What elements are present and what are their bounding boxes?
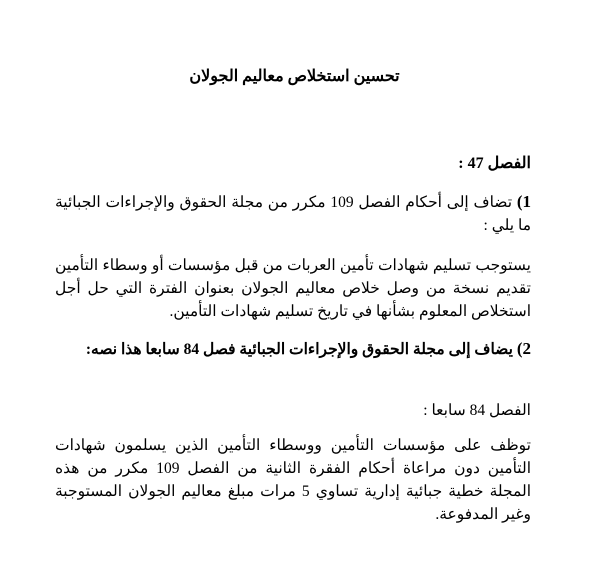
paragraph-1-body: يستوجب تسليم شهادات تأمين العربات من قبل مؤسسات أو وسطاء التأمين تقديم نسخة من وصل خلاص معاليم الجولان بعنوان الفترة التي حل أجل استخلاص المعلوم بشأنها في تاريخ تسليم شهادات التأمين.: [55, 257, 531, 320]
chapter-84-heading: الفصل 84 سابعا :: [423, 402, 531, 419]
paragraph-2-number: 2): [516, 339, 531, 358]
paragraph-1-number: 1): [516, 192, 532, 211]
document-title: تحسين استخلاص معاليم الجولان: [189, 68, 400, 85]
chapter-47-heading: الفصل 47 :: [458, 155, 531, 172]
chapter-84-body: توظف على مؤسسات التأمين ووسطاء التأمين الذين يسلمون شهادات التأمين دون مراعاة أحكام الفقرة الثانية من الفصل 109 مكرر من هذه المجلة خطية جبائية إدارية تساوي 5 مرات مبلغ معاليم الجولان المستوجبة وغير المدفوعة.: [55, 437, 532, 523]
paragraph-1: [55, 190, 531, 237]
paragraph-2-text: يضاف إلى مجلة الحقوق والإجراءات الجبائية فصل 84 سابعا هذا نصه:: [85, 341, 517, 358]
paragraph-2: [55, 337, 531, 361]
paragraph-1-text: تضاف إلى أحكام الفصل 109 مكرر من مجلة الحقوق والإجراءات الجبائية ما يلي :: [55, 194, 531, 234]
